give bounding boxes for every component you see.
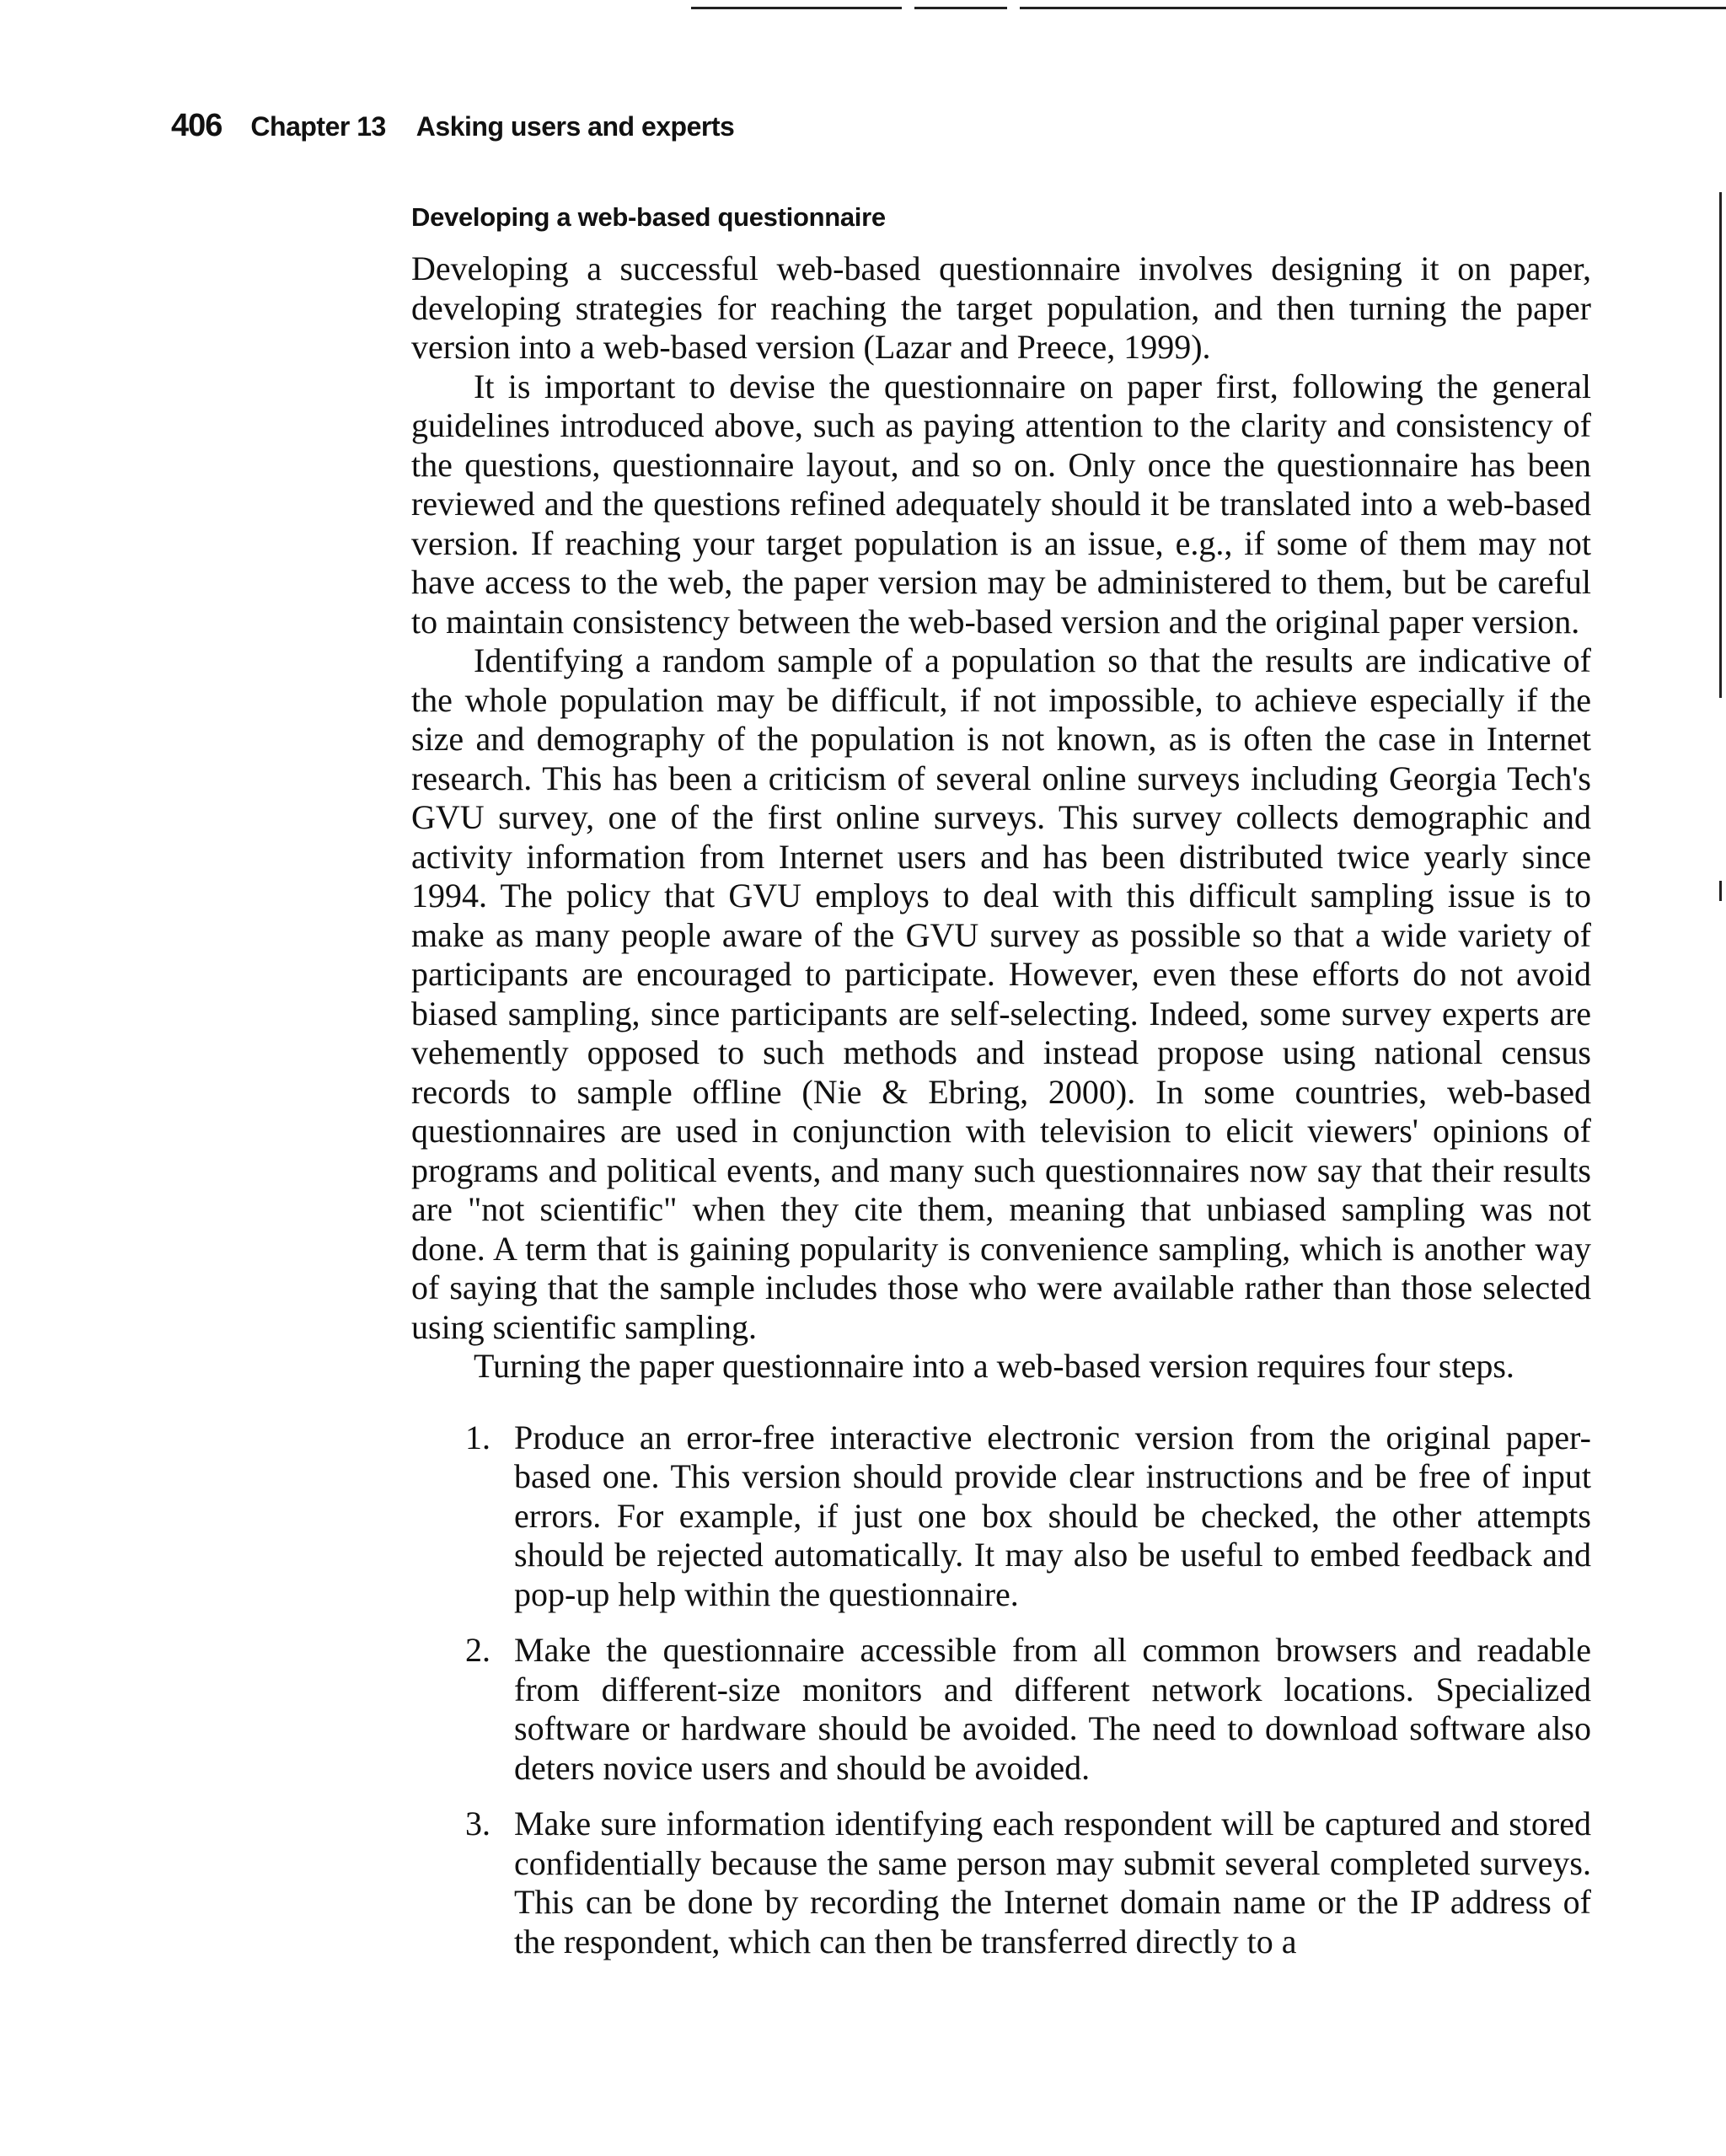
list-item-text: Produce an error-free interactive electronic version from the original paper-based one. This version should provide clear instructions and be free of input errors. For example, if just one box should be checked, the other attempts should be rejected automatically. It may also be useful to embed feedback and pop-up help within the questionnaire. [514,1418,1591,1613]
list-number: 2. [465,1631,490,1669]
page-number: 406 [171,108,222,143]
margin-tick [1719,881,1722,901]
top-rule [691,7,902,9]
list-number: 1. [465,1418,490,1456]
list-number: 3. [465,1805,490,1842]
list-item [411,1419,1591,1615]
list-item-text: Make sure information identifying each respondent will be captured and stored confidentially because the same person may submit several completed surveys. This can be done by recording the Internet domain name or the IP address of the respondent, which can then be transferred directly to a [514,1805,1591,1960]
margin-bar [1719,192,1722,698]
steps-list [411,1419,1591,1962]
list-item [411,1805,1591,1961]
chapter-label: Chapter 13 [250,111,386,142]
chapter-title: Asking users and experts [415,111,735,142]
top-rule [1020,7,1726,9]
body-text [411,249,1591,1978]
paragraph: Turning the paper questionnaire into a web-based version requires four steps. [474,1347,1514,1385]
top-rule [914,7,1007,9]
running-header [171,108,734,144]
section-heading: Developing a web-based questionnaire [411,202,886,232]
paragraph: Identifying a random sample of a population so that the results are indicative of the whole population may be difficult, if not impossible, to achieve especially if the size and demography of the population is not known, as is often the case in Internet research. This has been a criticism of several online surveys including Georgia Tech's GVU survey, one of the first online surveys. This survey collects demographic and activity information from Internet users and has been distributed twice yearly since 1994. The policy that GVU employs to deal with this difficult sampling issue is to make as many people aware of the GVU survey as possible so that a wide variety of participants are encouraged to participate. However, even these efforts do not avoid biased sampling, since participants are self-selecting. Indeed, some survey experts are vehemently opposed to such methods and instead propose using national census records to sample offline (Nie & Ebring, 2000). In some countries, web-based questionnaires are used in conjunction with television to elicit viewers' opinions of programs and political events, and many such questionnaires now say that their results are "not scientific" when they cite them, meaning that unbiased sampling was not done. A term that is gaining popularity is convenience sampling, which is another way of saying that the sample includes those who were available rather than those selected using scientific sampling. [411,641,1591,1346]
list-item [411,1631,1591,1788]
list-item-text: Make the questionnaire accessible from all common browsers and readable from different-size monitors and different network locations. Specialized software or hardware should be avoided. The need to download software also deters novice users and should be avoided. [514,1631,1591,1787]
paragraph: Developing a successful web-based questionnaire involves designing it on paper, developing strategies for reaching the target population, and then turning the paper version into a web-based version (Lazar and Preece, 1999). [411,249,1591,366]
paragraph: It is important to devise the questionnaire on paper first, following the general guidelines introduced above, such as paying attention to the clarity and consistency of the questions, questionnaire layout, and so on. Only once the questionnaire has been reviewed and the questions refined adequately should it be translated into a web-based version. If reaching your target population is an issue, e.g., if some of them may not have access to the web, the paper version may be administered to them, but be careful to maintain consistency between the web-based version and the original paper version. [411,367,1591,641]
